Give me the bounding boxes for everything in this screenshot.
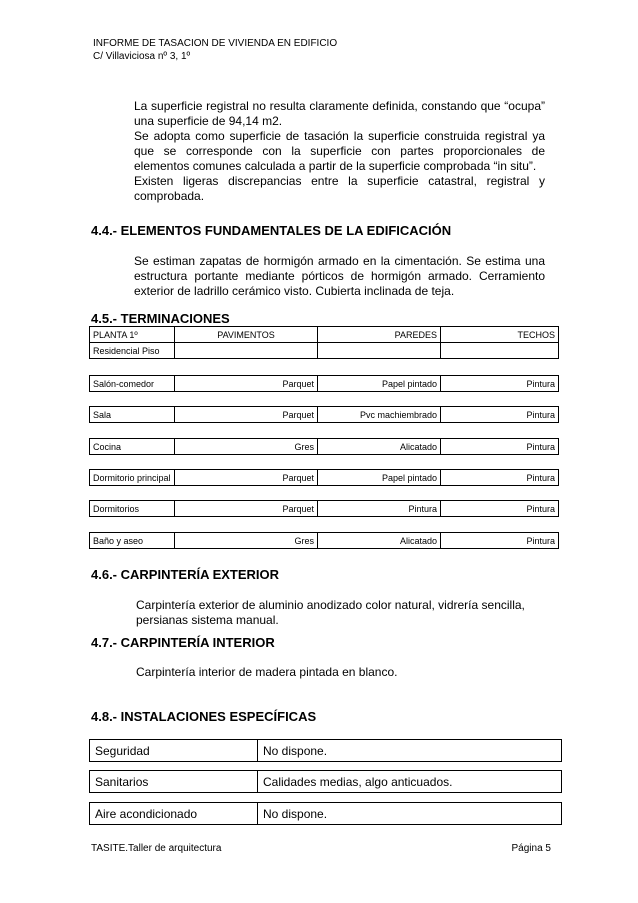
table-header-cell: PLANTA 1º <box>90 327 175 343</box>
table-row <box>90 501 559 517</box>
page-footer <box>91 843 551 854</box>
header-title: INFORME DE TASACION DE VIVIENDA EN EDIFICIO <box>93 38 338 49</box>
table-row <box>90 803 562 825</box>
table-row <box>90 533 559 549</box>
section-heading: 4.5.- TERMINACIONES <box>91 311 230 326</box>
intro-block <box>134 99 545 204</box>
finishes-row-table <box>89 500 559 517</box>
intro-paragraph: Se adopta como superficie de tasación la superficie construida registral ya que se corresponde con la superficie con partes proporcionales de elementos comunes calculada a partir de la superficie comprobada “in situ”. <box>134 129 545 173</box>
floor-cell: Parquet <box>175 470 318 486</box>
walls-cell: Alicatado <box>318 439 441 455</box>
table-header-row <box>90 327 559 343</box>
table-header-cell: PAREDES <box>318 327 441 343</box>
floor-cell: Gres <box>175 533 318 549</box>
installations-table <box>89 802 562 825</box>
section-heading: 4.6.- CARPINTERÍA EXTERIOR <box>91 567 280 582</box>
table-header-cell: TECHOS <box>441 327 559 343</box>
walls-cell: Papel pintado <box>318 470 441 486</box>
intro-paragraph: Existen ligeras discrepancias entre la superficie catastral, registral y comprobada. <box>134 174 545 203</box>
ceiling-cell: Pintura <box>441 501 559 517</box>
walls-cell: Pvc machiembrado <box>318 407 441 423</box>
installation-name: Seguridad <box>90 740 258 762</box>
installation-name: Sanitarios <box>90 771 258 793</box>
room-cell: Dormitorio principal <box>90 470 175 486</box>
ceiling-cell: Pintura <box>441 470 559 486</box>
page-number: Página 5 <box>511 843 551 854</box>
table-row <box>90 343 559 359</box>
floor-cell: Parquet <box>175 376 318 392</box>
finishes-row-table <box>89 375 559 392</box>
finishes-row-table <box>89 532 559 549</box>
room-cell: Salón-comedor <box>90 376 175 392</box>
installation-value: Calidades medias, algo anticuados. <box>258 771 562 793</box>
header-address: C/ Villaviciosa nº 3, 1º <box>93 51 191 62</box>
table-header-cell: PAVIMENTOS <box>175 327 318 343</box>
room-cell: Cocina <box>90 439 175 455</box>
ceiling-cell: Pintura <box>441 407 559 423</box>
room-cell: Baño y aseo <box>90 533 175 549</box>
section-text: Se estiman zapatas de hormigón armado en la cimentación. Se estima una estructura portante mediante pórticos de hormigón armado. Cerramiento exterior de ladrillo cerámico visto. Cubierta inclinada de teja. <box>134 254 545 298</box>
ceiling-cell: Pintura <box>441 439 559 455</box>
walls-cell: Papel pintado <box>318 376 441 392</box>
table-row <box>90 470 559 486</box>
table-cell: Residencial Piso <box>90 343 175 359</box>
finishes-table <box>89 326 559 359</box>
ceiling-cell: Pintura <box>441 376 559 392</box>
section-heading: 4.8.- INSTALACIONES ESPECÍFICAS <box>91 709 317 724</box>
finishes-row-table <box>89 406 559 423</box>
floor-cell: Parquet <box>175 407 318 423</box>
footer-company: TASITE.Taller de arquitectura <box>91 843 222 854</box>
installation-value: No dispone. <box>258 740 562 762</box>
table-cell <box>441 343 559 359</box>
section-heading: 4.4.- ELEMENTOS FUNDAMENTALES DE LA EDIFICACIÓN <box>91 223 452 238</box>
walls-cell: Pintura <box>318 501 441 517</box>
room-cell: Sala <box>90 407 175 423</box>
finishes-row-table <box>89 438 559 455</box>
installation-value: No dispone. <box>258 803 562 825</box>
page-header <box>93 37 337 63</box>
section-text: Carpintería interior de madera pintada en blanco. <box>136 665 398 679</box>
installation-name: Aire acondicionado <box>90 803 258 825</box>
floor-cell: Parquet <box>175 501 318 517</box>
table-cell <box>175 343 318 359</box>
section-text: Carpintería exterior de aluminio anodizado color natural, vidrería sencilla, persianas sistema manual. <box>136 598 525 627</box>
section-heading: 4.7.- CARPINTERÍA INTERIOR <box>91 635 275 650</box>
ceiling-cell: Pintura <box>441 533 559 549</box>
table-cell <box>318 343 441 359</box>
finishes-row-table <box>89 469 559 486</box>
room-cell: Dormitorios <box>90 501 175 517</box>
table-row <box>90 439 559 455</box>
table-row <box>90 407 559 423</box>
floor-cell: Gres <box>175 439 318 455</box>
intro-paragraph: La superficie registral no resulta claramente definida, constando que “ocupa” una superficie de 94,14 m2. <box>134 99 545 128</box>
installations-table <box>89 739 562 762</box>
table-row <box>90 376 559 392</box>
table-row <box>90 740 562 762</box>
walls-cell: Alicatado <box>318 533 441 549</box>
table-row <box>90 771 562 793</box>
installations-table <box>89 770 562 793</box>
